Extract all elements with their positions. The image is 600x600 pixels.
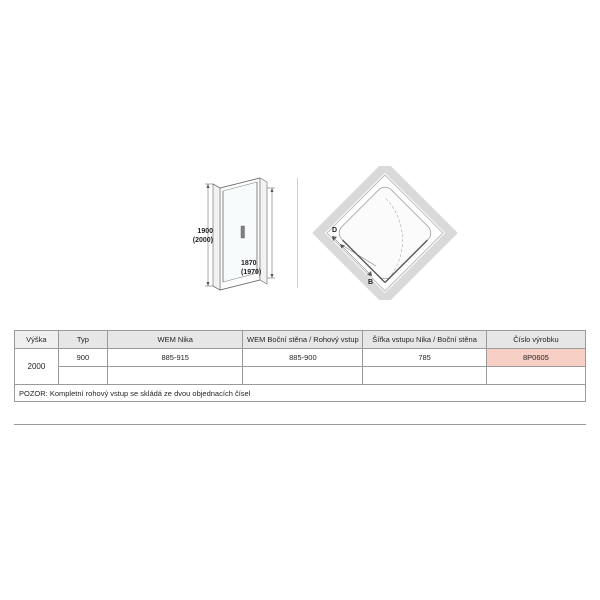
cell-vyska: 2000 xyxy=(15,349,59,385)
plan-view-drawing xyxy=(310,166,460,300)
bottom-rule xyxy=(14,424,586,425)
cell-wem-bocni: 885-900 xyxy=(243,349,363,367)
specification-table xyxy=(14,330,586,402)
table-row-spacer xyxy=(15,367,586,385)
plan-label-b: B xyxy=(368,279,374,286)
drawing-divider xyxy=(297,178,298,288)
table-body xyxy=(15,349,586,402)
table-header xyxy=(15,331,586,349)
dimension-label-door-height xyxy=(241,260,275,277)
column-header-sirka-vstupu: Šířka vstupu Nika / Boční stěna xyxy=(363,331,487,349)
column-header-wem-bocni: WEM Boční stěna / Rohový vstup xyxy=(243,331,363,349)
cell-cislo-vyrobku: 8P0605 xyxy=(486,349,585,367)
cell-typ: 900 xyxy=(58,349,107,367)
dimension-1870: 1870 xyxy=(241,260,257,267)
table-note: POZOR: Kompletní rohový vstup se skládá ze dvou objednacích čísel xyxy=(15,385,586,402)
dimension-2000: (2000) xyxy=(192,236,213,244)
dimension-label-height xyxy=(181,228,213,245)
cell-empty-wem-nika xyxy=(107,367,242,385)
dimension-1900: 1900 xyxy=(197,228,213,235)
plan-view-svg xyxy=(310,166,460,300)
cell-wem-nika: 885-915 xyxy=(107,349,242,367)
technical-drawings-area xyxy=(0,150,600,320)
table-row xyxy=(15,349,586,367)
table-note-row xyxy=(15,385,586,402)
cell-empty-sirka xyxy=(363,367,487,385)
cell-sirka-vstupu: 785 xyxy=(363,349,487,367)
column-header-vyska: Výška xyxy=(15,331,59,349)
plan-label-d: D xyxy=(332,227,338,234)
specification-table-wrap xyxy=(14,330,586,402)
cell-empty-cislo xyxy=(486,367,585,385)
table-header-row xyxy=(15,331,586,349)
dimension-1970: (1970) xyxy=(241,268,262,276)
column-header-typ: Typ xyxy=(58,331,107,349)
cell-empty-typ xyxy=(58,367,107,385)
column-header-cislo-vyrobku: Číslo výrobku xyxy=(486,331,585,349)
elevation-drawing xyxy=(175,168,295,298)
column-header-wem-nika: WEM Nika xyxy=(107,331,242,349)
cell-empty-wem-bocni xyxy=(243,367,363,385)
